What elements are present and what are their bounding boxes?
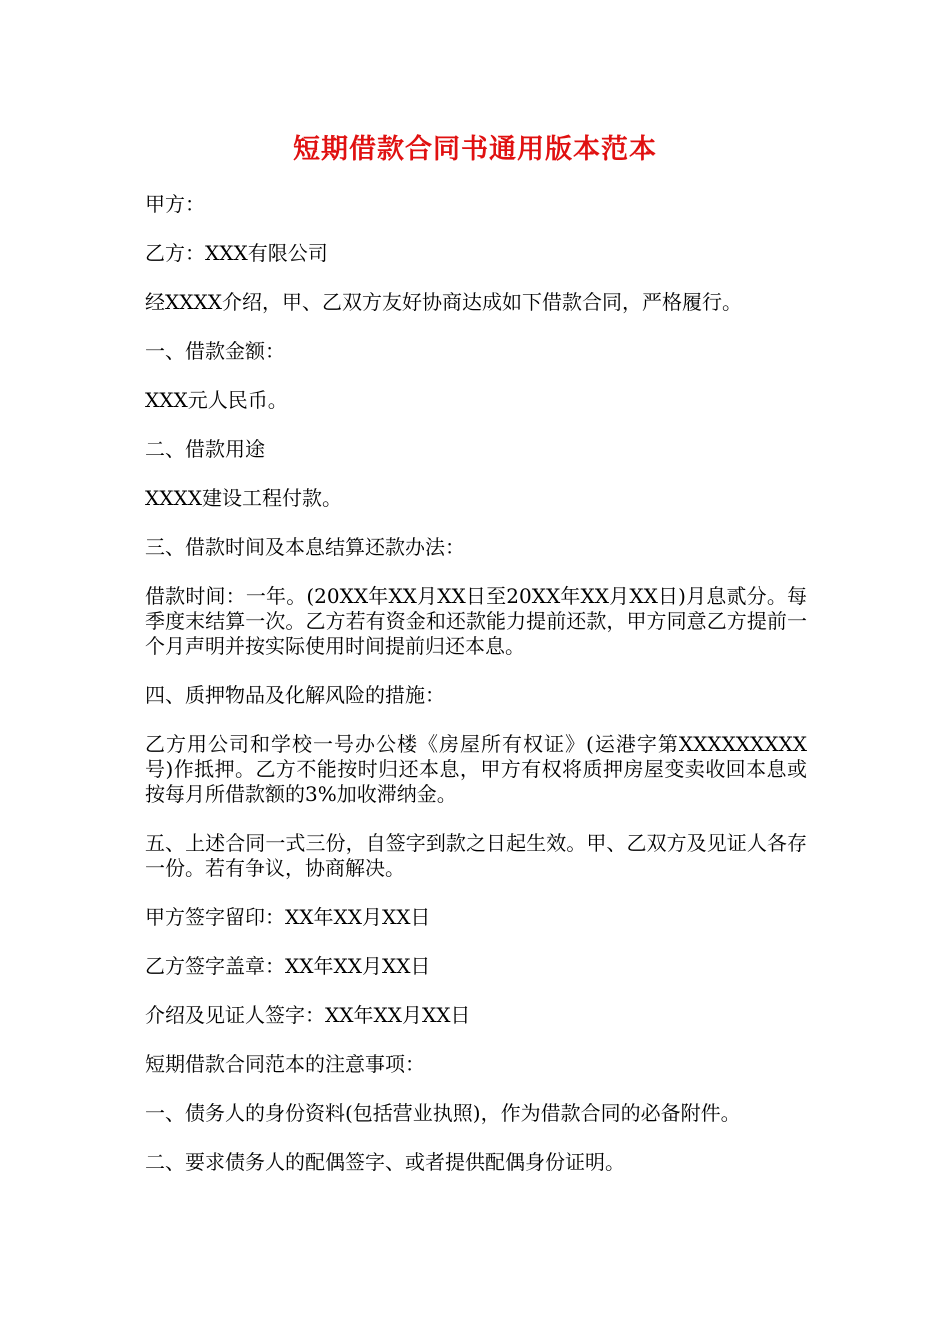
document-body xyxy=(145,192,807,1199)
party-b-signature: 乙方签字盖章：XX年XX月XX日 xyxy=(145,954,431,978)
note-2: 二、要求债务人的配偶签字、或者提供配偶身份证明。 xyxy=(145,1150,625,1174)
document-title: 短期借款合同书通用版本范本 xyxy=(293,134,657,165)
loan-purpose: XXXX建设工程付款。 xyxy=(145,486,342,510)
collateral-paragraph: 乙方用公司和学校一号办公楼《房屋所有权证》(运港字第XXXXXXXXX号)作抵押。乙方不能按时归还本息，甲方有权将质押房屋变卖收回本息或按每月所借款额的3%加收滞纳金。 xyxy=(145,732,807,806)
party-b-line: 乙方：XXX有限公司 xyxy=(145,241,328,265)
party-a-signature: 甲方签字留印：XX年XX月XX日 xyxy=(145,905,431,929)
loan-term-paragraph: 借款时间：一年。(20XX年XX月XX日至20XX年XX月XX日)月息贰分。每季度末结算一次。乙方若有资金和还款能力提前还款，甲方同意乙方提前一个月声明并按实际使用时间提前归还本息。 xyxy=(145,584,807,658)
section-5-paragraph: 五、上述合同一式三份，自签字到款之日起生效。甲、乙双方及见证人各存一份。若有争议，协商解决。 xyxy=(145,831,807,880)
notes-heading: 短期借款合同范本的注意事项： xyxy=(145,1052,425,1076)
witness-signature: 介绍及见证人签字：XX年XX月XX日 xyxy=(145,1003,471,1027)
intro-paragraph: 经XXXX介绍，甲、乙双方友好协商达成如下借款合同，严格履行。 xyxy=(145,290,742,314)
section-1-heading: 一、借款金额： xyxy=(145,339,285,363)
party-a-line: 甲方： xyxy=(145,192,205,216)
loan-amount: XXX元人民币。 xyxy=(145,388,288,412)
section-2-heading: 二、借款用途 xyxy=(145,437,265,461)
note-1: 一、债务人的身份资料(包括营业执照)，作为借款合同的必备附件。 xyxy=(145,1101,741,1125)
section-4-heading: 四、质押物品及化解风险的措施： xyxy=(145,683,445,707)
section-3-heading: 三、借款时间及本息结算还款办法： xyxy=(145,535,465,559)
